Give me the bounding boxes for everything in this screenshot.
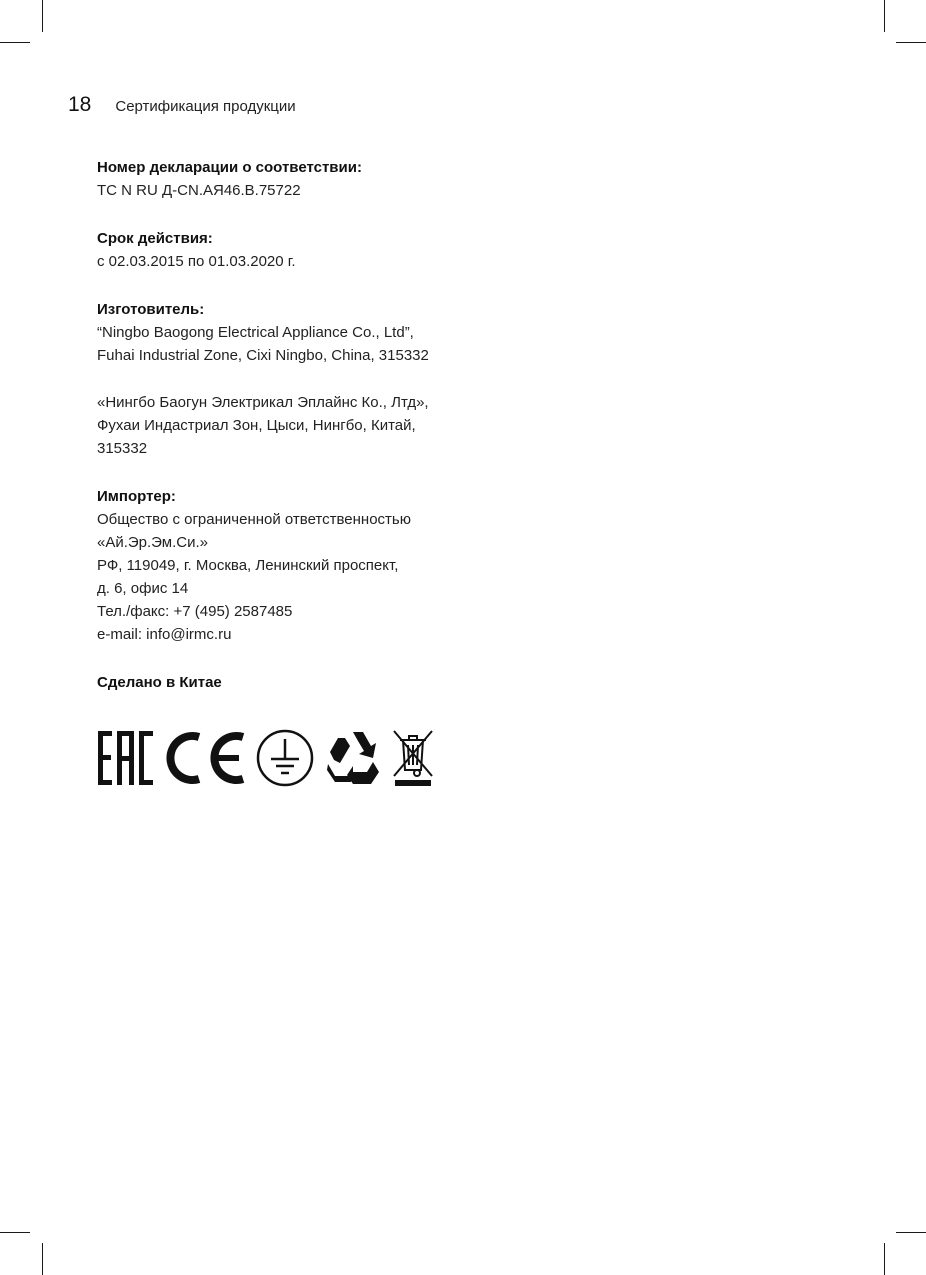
crop-mark [42, 0, 43, 32]
crop-mark [896, 42, 926, 43]
validity-heading: Срок действия: [97, 230, 213, 247]
recycling-icon [323, 728, 383, 788]
manufacturer-line: Fuhai Industrial Zone, Cixi Ningbo, China, 315332 [97, 347, 429, 364]
origin-block [97, 672, 517, 694]
section-title: Сертификация продукции [115, 98, 296, 115]
importer-block [97, 486, 517, 646]
manufacturer-line: Фухаи Индастриал Зон, Цыси, Нингбо, Китай, [97, 417, 416, 434]
origin-label: Сделано в Китае [97, 674, 222, 691]
importer-line: д. 6, офис 14 [97, 580, 189, 597]
validity-block [97, 228, 517, 273]
importer-heading: Импортер: [97, 488, 176, 505]
manufacturer-block [97, 299, 517, 460]
manufacturer-line: «Нингбо Баогун Электрикал Эплайнс Ко., Лтд», [97, 394, 429, 411]
protective-earth-icon [255, 728, 315, 788]
crop-mark [896, 1232, 926, 1233]
ce-mark-icon [163, 729, 247, 787]
manufacturer-line: “Ningbo Baogong Electrical Appliance Co., Ltd”, [97, 324, 414, 341]
crop-mark [884, 0, 885, 32]
crop-mark [0, 1232, 30, 1233]
crop-mark [0, 42, 30, 43]
eac-mark-icon [97, 729, 155, 787]
manufacturer-line: 315332 [97, 440, 148, 457]
page-header [68, 93, 296, 117]
manufacturer-heading: Изготовитель: [97, 301, 205, 318]
importer-email: e-mail: info@irmc.ru [97, 626, 232, 643]
certification-marks [97, 727, 443, 789]
crop-mark [884, 1243, 885, 1275]
declaration-number: ТС N RU Д-CN.АЯ46.В.75722 [97, 182, 301, 199]
crop-mark [42, 1243, 43, 1275]
declaration-heading: Номер декларации о соответствии: [97, 159, 362, 176]
certification-content [97, 157, 517, 720]
importer-line: Общество с ограниченной ответственностью [97, 511, 411, 528]
page-number: 18 [68, 93, 92, 116]
importer-line: Тел./факс: +7 (495) 2587485 [97, 603, 293, 620]
importer-line: РФ, 119049, г. Москва, Ленинский проспект, [97, 557, 399, 574]
validity-period: с 02.03.2015 по 01.03.2020 г. [97, 253, 296, 270]
declaration-block [97, 157, 517, 202]
importer-line: «Ай.Эр.Эм.Си.» [97, 534, 208, 551]
weee-bin-icon [391, 728, 435, 788]
